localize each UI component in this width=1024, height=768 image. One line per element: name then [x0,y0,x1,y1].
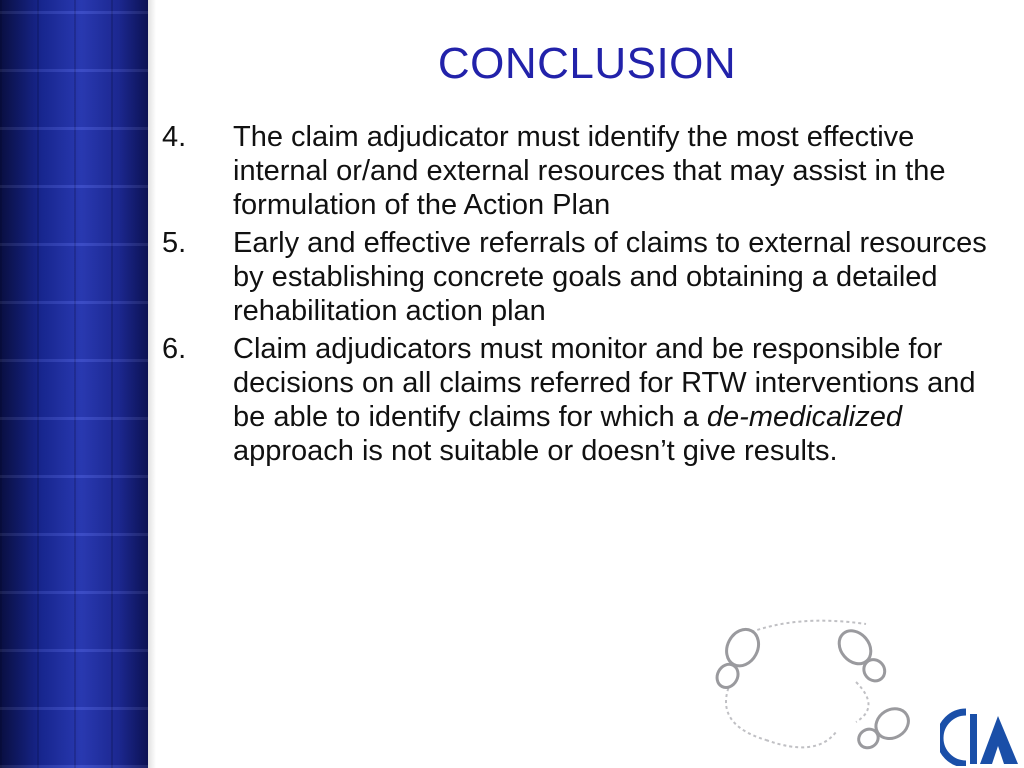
list-item [162,120,1012,222]
list-item [162,226,1012,328]
list-item [162,332,1012,468]
item-text: The claim adjudicator must identify the most effective internal or/and external resources that may assist in the formulation of the Action Plan [233,121,946,221]
item-number: 4. [162,121,187,153]
decorative-sidebar [0,0,148,768]
item-number: 6. [162,333,187,365]
ia-logo-icon [940,708,1020,766]
item-text-end: approach is not suitable or doesn’t give results. [233,435,838,467]
item-text-start: Claim adjudicators must monitor and be responsible for decisions on all claims referred for RTW interventions and be able to identify claims for which a [233,333,976,433]
item-number: 5. [162,227,187,259]
slide-title: CONCLUSION [437,39,737,88]
item-text: Early and effective referrals of claims to external resources by establishing concrete goals and obtaining a detailed rehabilitation action plan [233,227,987,327]
item-text-emphasis: de-medicalized [706,401,902,433]
conclusion-list [162,120,1012,472]
footprints-icon [686,612,922,762]
sidebar-shadow [148,0,156,768]
